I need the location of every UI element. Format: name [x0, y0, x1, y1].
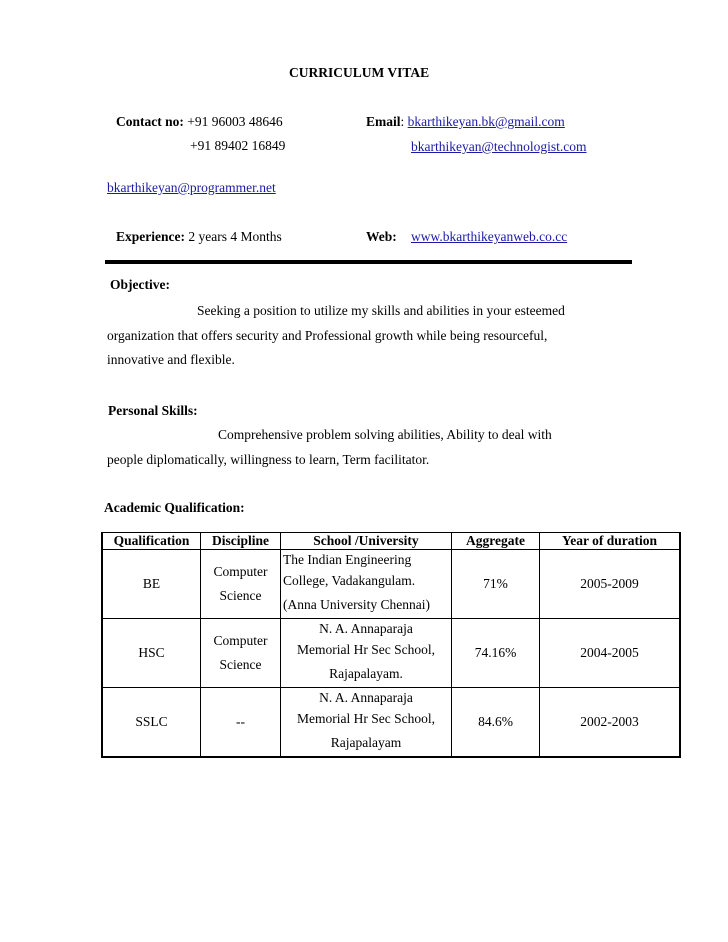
- qualification-cell: BE: [102, 550, 201, 619]
- column-header-duration: Year of duration: [540, 533, 681, 550]
- column-header-aggregate: Aggregate: [452, 533, 540, 550]
- contact-line-1: [116, 114, 283, 130]
- academic-table: [101, 532, 681, 758]
- discipline-cell: [201, 619, 281, 688]
- column-header-school: School /University: [281, 533, 452, 550]
- column-header-qualification: Qualification: [102, 533, 201, 550]
- phone-2: +91 89402 16849: [190, 138, 286, 153]
- email-link-1[interactable]: bkarthikeyan.bk@gmail.com: [407, 114, 565, 129]
- discipline-line: Computer: [213, 633, 268, 648]
- school-cell: [281, 619, 452, 688]
- school-line: Memorial Hr Sec School,: [297, 642, 435, 657]
- duration-cell: 2005-2009: [540, 550, 681, 619]
- school-line: The Indian Engineering: [283, 552, 412, 567]
- school-line: Rajapalayam.: [329, 666, 403, 681]
- aggregate-cell: 84.6%: [452, 688, 540, 758]
- school-line: College, Vadakangulam.: [283, 573, 416, 588]
- school-line: N. A. Annaparaja: [319, 690, 413, 705]
- experience-line: [116, 229, 282, 245]
- table-row: [102, 550, 680, 619]
- email-link-3[interactable]: bkarthikeyan@programmer.net: [107, 180, 276, 195]
- section-divider: [105, 260, 632, 264]
- email-link-2[interactable]: bkarthikeyan@technologist.com: [411, 139, 587, 154]
- school-line: Rajapalayam: [330, 735, 402, 750]
- duration-cell: 2002-2003: [540, 688, 681, 758]
- school-cell: [281, 550, 452, 619]
- contact-label: Contact no:: [116, 114, 184, 129]
- aggregate-cell: 71%: [452, 550, 540, 619]
- web-label: Web:: [366, 229, 397, 244]
- discipline-cell: --: [201, 688, 281, 758]
- email-line-1: [366, 114, 565, 130]
- web-link[interactable]: www.bkarthikeyanweb.co.cc: [411, 229, 568, 244]
- personal-skills-text-1: Comprehensive problem solving abilities, Ability to deal with: [218, 427, 552, 442]
- school-line: (Anna University Chennai): [283, 597, 430, 612]
- objective-text-2: organization that offers security and Professional growth while being resourceful,: [107, 328, 548, 343]
- qualification-cell: HSC: [102, 619, 201, 688]
- qualification-cell: SSLC: [102, 688, 201, 758]
- aggregate-cell: 74.16%: [452, 619, 540, 688]
- objective-text-1: Seeking a position to utilize my skills and abilities in your esteemed: [197, 303, 565, 318]
- academic-heading: Academic Qualification:: [104, 500, 245, 515]
- table-row: [102, 688, 680, 758]
- duration-cell: 2004-2005: [540, 619, 681, 688]
- page-title: CURRICULUM VITAE: [289, 65, 430, 80]
- personal-skills-heading: Personal Skills:: [108, 403, 198, 418]
- experience-label: Experience:: [116, 229, 185, 244]
- personal-skills-text-2: people diplomatically, willingness to learn, Term facilitator.: [107, 452, 430, 467]
- objective-heading: Objective:: [110, 277, 170, 292]
- email-colon: :: [400, 114, 405, 129]
- table-header-row: [102, 533, 680, 550]
- discipline-cell: [201, 550, 281, 619]
- school-line: Memorial Hr Sec School,: [297, 711, 435, 726]
- school-cell: [281, 688, 452, 758]
- table-row: [102, 619, 680, 688]
- discipline-line: Science: [219, 657, 262, 672]
- phone-1: +91 96003 48646: [187, 114, 283, 129]
- email-label: Email: [366, 114, 401, 129]
- discipline-line: Computer: [213, 564, 268, 579]
- discipline-line: Science: [219, 588, 262, 603]
- objective-text-3: innovative and flexible.: [107, 352, 235, 367]
- experience-value: 2 years 4 Months: [188, 229, 282, 244]
- school-line: N. A. Annaparaja: [319, 621, 413, 636]
- column-header-discipline: Discipline: [201, 533, 281, 550]
